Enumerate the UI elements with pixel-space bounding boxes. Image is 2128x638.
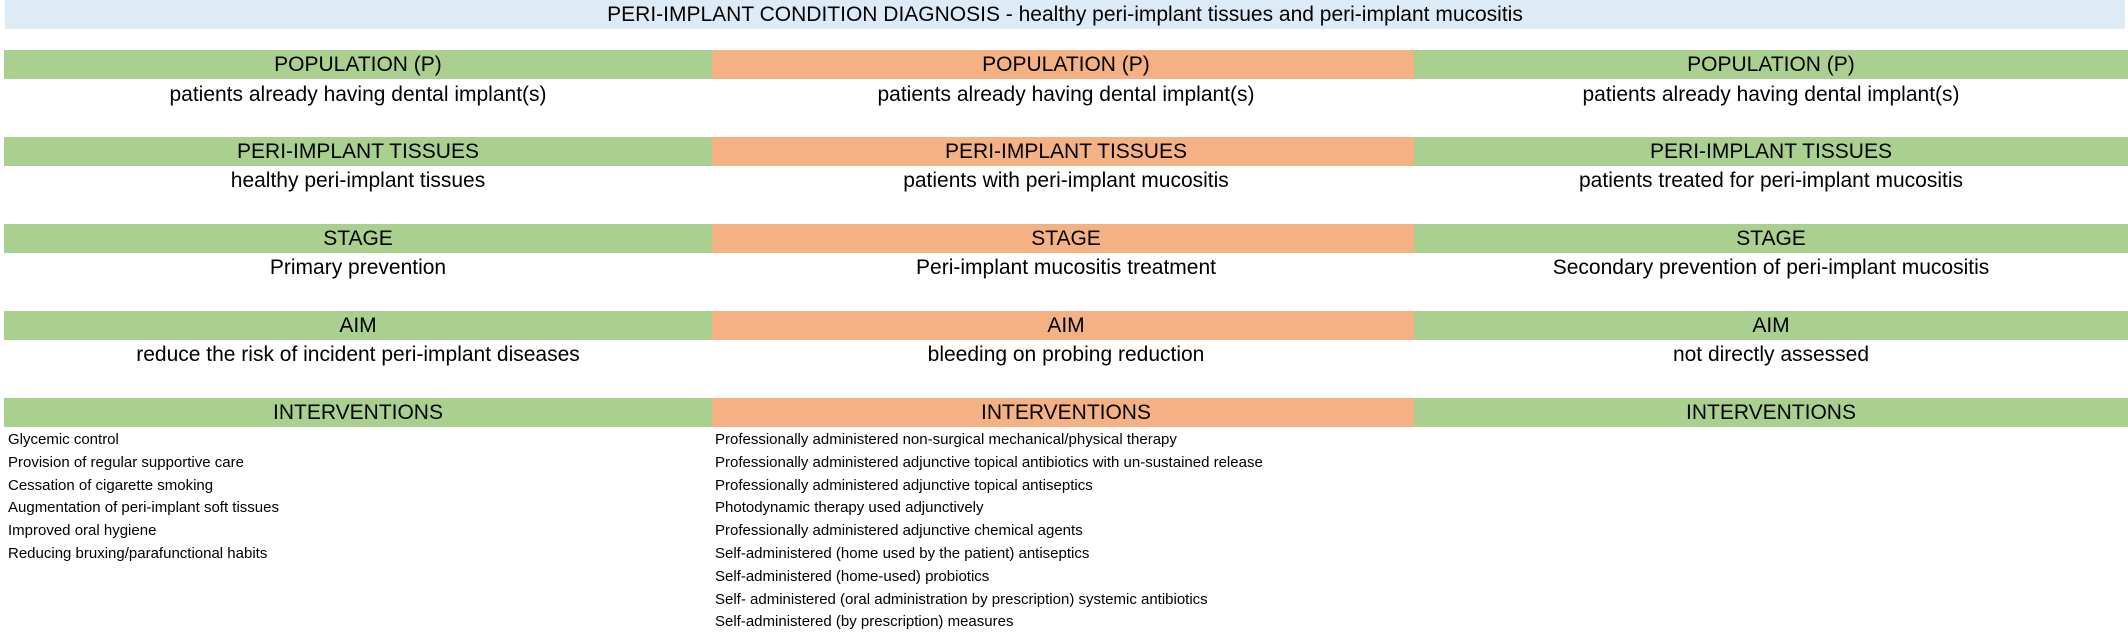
population-value: patients already having dental implant(s) [169,83,547,106]
intervention-item: Professionally administered adjunctive chemical agents [715,522,1083,540]
aim-header: AIM [712,311,1420,340]
intervention-item: Improved oral hygiene [8,522,157,540]
stage-value: Secondary prevention of peri-implant mucositis [1552,256,1990,279]
aim-value: reduce the risk of incident peri-implant diseases [136,343,580,366]
intervention-item: Self-administered (home-used) probiotics [715,567,990,585]
intervention-item: Professionally administered adjunctive topical antibiotics with un-sustained release [715,453,1263,471]
stage-header: STAGE [4,224,712,253]
intervention-item: Self-administered (by prescription) measures [715,613,1014,631]
intervention-item: Provision of regular supportive care [8,453,244,471]
aim-value: not directly assessed [1672,343,1870,366]
stage-header: STAGE [1414,224,2128,253]
tissues-value: patients treated for peri-implant mucositis [1579,169,1963,192]
stage-header: STAGE [712,224,1420,253]
stage-value: Peri-implant mucositis treatment [916,256,1216,279]
aim-header: AIM [1414,311,2128,340]
tissues-header: PERI-IMPLANT TISSUES [4,137,712,166]
interventions-header: INTERVENTIONS [1414,398,2128,427]
intervention-item: Photodynamic therapy used adjunctively [715,499,984,517]
population-header: POPULATION (P) [1414,50,2128,79]
aim-header: AIM [4,311,712,340]
intervention-item: Self- administered (oral administration by prescription) systemic antibiotics [715,590,1208,608]
population-header: POPULATION (P) [4,50,712,79]
table-title: PERI-IMPLANT CONDITION DIAGNOSIS - healthy peri-implant tissues and peri-implant mucositis [5,0,2125,29]
aim-value: bleeding on probing reduction [927,343,1205,366]
intervention-item: Reducing bruxing/parafunctional habits [8,544,268,562]
intervention-item: Cessation of cigarette smoking [8,476,214,494]
interventions-header: INTERVENTIONS [712,398,1420,427]
interventions-header: INTERVENTIONS [4,398,712,427]
intervention-item: Professionally administered adjunctive topical antiseptics [715,476,1093,494]
intervention-item: Augmentation of peri-implant soft tissues [8,499,279,517]
population-header: POPULATION (P) [712,50,1420,79]
population-value: patients already having dental implant(s) [1582,83,1960,106]
tissues-header: PERI-IMPLANT TISSUES [1414,137,2128,166]
interventions-list [715,429,1263,634]
tissues-value: patients with peri-implant mucositis [903,169,1229,192]
intervention-item: Glycemic control [8,431,119,448]
intervention-item: Professionally administered non-surgical mechanical/physical therapy [715,431,1177,448]
tissues-header: PERI-IMPLANT TISSUES [712,137,1420,166]
intervention-item: Self-administered (home used by the patient) antiseptics [715,544,1090,562]
population-value: patients already having dental implant(s) [877,83,1255,106]
stage-value: Primary prevention [269,256,447,279]
interventions-list [8,429,279,566]
tissues-value: healthy peri-implant tissues [230,169,486,192]
